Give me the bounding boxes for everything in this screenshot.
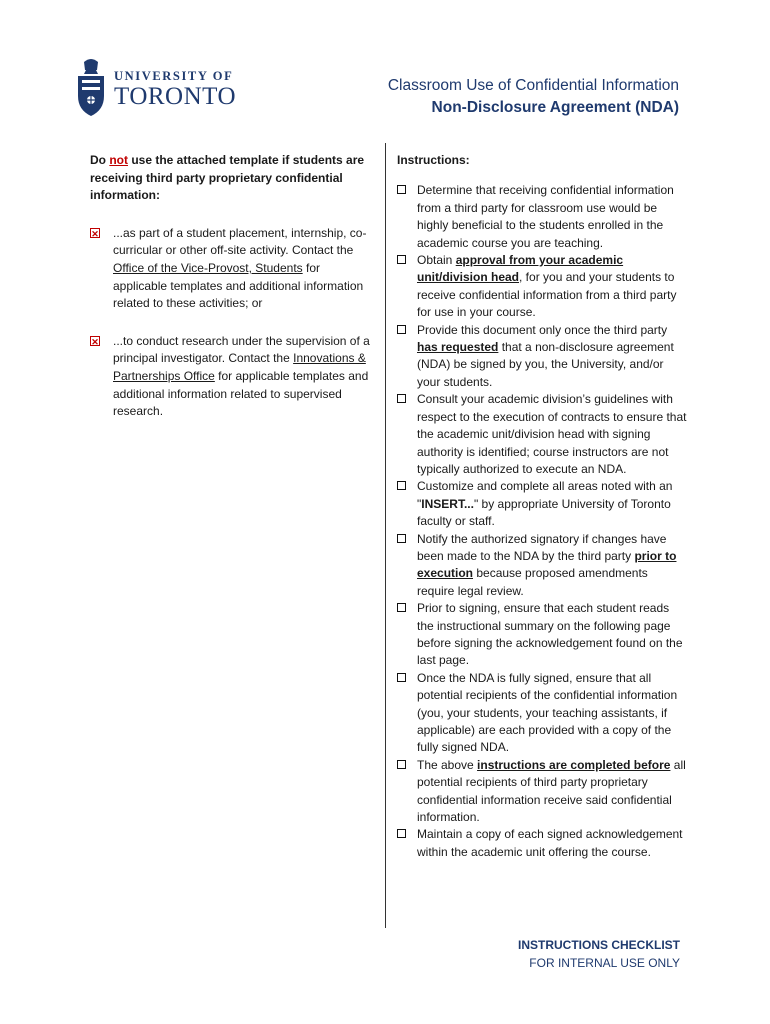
- warning-not: not: [109, 153, 128, 167]
- instructions-column: [397, 152, 687, 861]
- checkbox-icon[interactable]: [397, 673, 406, 682]
- footer-internal-label: FOR INTERNAL USE ONLY: [529, 956, 680, 970]
- exclusion-item: ✕ ...to conduct research under the supervision of a principal investigator. Contact the Innovations & Partnerships Office for applicable templates and additional information related to supervised research.: [91, 333, 370, 419]
- crest-icon: [76, 58, 106, 120]
- footer-checklist-label: INSTRUCTIONS CHECKLIST: [518, 938, 680, 952]
- checkbox-icon[interactable]: [397, 760, 406, 769]
- x-box-icon: ✕: [91, 336, 99, 347]
- checkbox-icon[interactable]: [397, 534, 406, 543]
- innovations-office-link[interactable]: Innovations & Partnerships Office: [113, 351, 366, 383]
- checkbox-icon[interactable]: [397, 394, 406, 403]
- title-line-1: Classroom Use of Confidential Information: [387, 77, 679, 94]
- checklist-item: Customize and complete all areas noted with an "INSERT..." by appropriate University of Toronto faculty or staff.: [397, 478, 687, 530]
- university-logo: [76, 58, 236, 120]
- checkbox-icon[interactable]: [397, 603, 406, 612]
- checkbox-icon[interactable]: [397, 829, 406, 838]
- checklist-item: Obtain approval from your academic unit/division head, for you and your students to receive confidential information from a third party for use in your course.: [397, 252, 687, 322]
- checkbox-icon[interactable]: [397, 325, 406, 334]
- checklist-item: Maintain a copy of each signed acknowledgement within the academic unit offering the course.: [397, 826, 687, 861]
- column-divider: [385, 143, 386, 928]
- x-box-icon: ✕: [91, 228, 99, 239]
- footer: [518, 936, 680, 972]
- checkbox-icon[interactable]: [397, 481, 406, 490]
- checklist-item: Prior to signing, ensure that each student reads the instructional summary on the following page before signing the acknowledgement found on the last page.: [397, 600, 687, 670]
- checklist-item: Consult your academic division’s guidelines with respect to the execution of contracts to ensure that the academic unit/division head with signing authority is identified; course instructors are not typically authorized to execute an NDA.: [397, 391, 687, 478]
- checklist-item: Provide this document only once the third party has requested that a non-disclosure agreement (NDA) be signed by you, the University, and/or your students.: [397, 322, 687, 392]
- exclusion-item: ✕ ...as part of a student placement, internship, co-curricular or other off-site activity. Contact the Office of the Vice-Provost, Students for applicable templates and additional information related to these activities; or: [91, 225, 367, 311]
- checklist-item: Determine that receiving confidential information from a third party for classroom use would be highly beneficial to the students enrolled in the academic course you are teaching.: [397, 182, 687, 252]
- logo-university-of: UNIVERSITY OF: [114, 68, 234, 83]
- checkbox-icon[interactable]: [397, 185, 406, 194]
- checklist-item: Once the NDA is fully signed, ensure that all potential recipients of the confidential information (you, your students, your teaching assistants, if applicable) are each provided with a copy of the fully signed NDA.: [397, 670, 687, 757]
- checkbox-icon[interactable]: [397, 255, 406, 264]
- logo-toronto: TORONTO: [114, 82, 237, 110]
- exclusions-column: [90, 152, 375, 441]
- checklist-item: The above instructions are completed before all potential recipients of third party proprietary confidential information receive said confidential information.: [397, 757, 687, 827]
- warning-text: Do not use the attached template if students are receiving third party proprietary confidential information:: [90, 153, 365, 203]
- instructions-heading: Instructions:: [397, 153, 470, 167]
- title-line-2: Non-Disclosure Agreement (NDA): [431, 99, 679, 116]
- vice-provost-link[interactable]: Office of the Vice-Provost, Students: [113, 260, 303, 275]
- document-title: [388, 75, 679, 119]
- checklist-item: Notify the authorized signatory if changes have been made to the NDA by the third party prior to execution because proposed amendments require legal review.: [397, 531, 687, 601]
